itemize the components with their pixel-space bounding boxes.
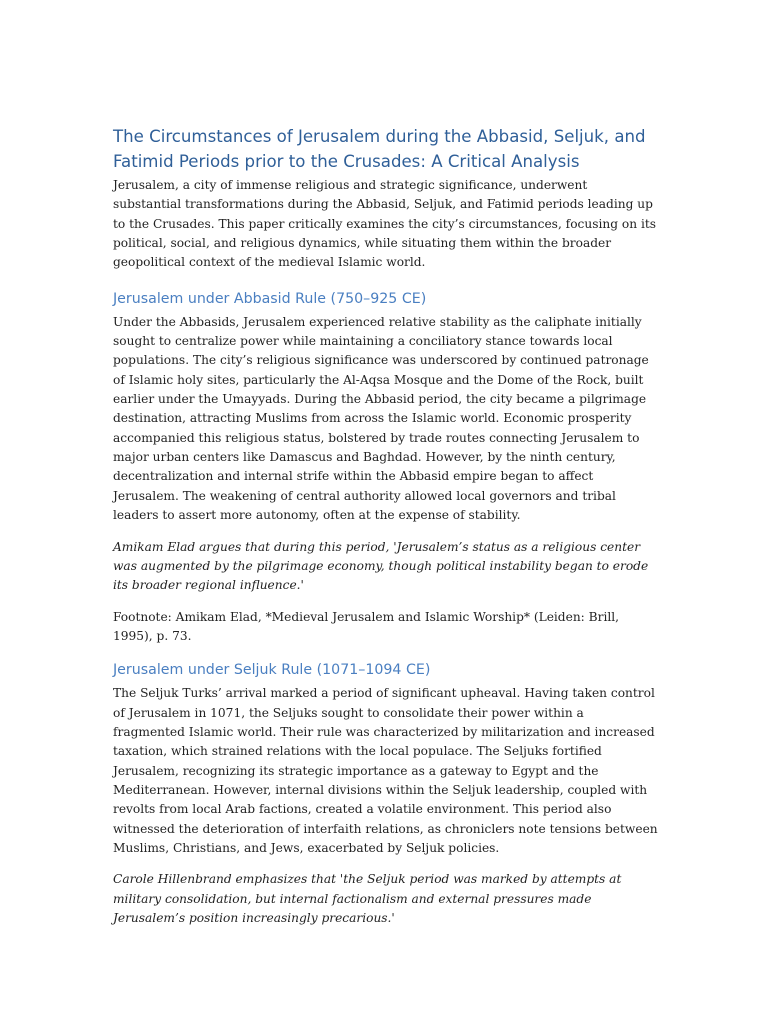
seljuk-section-heading: Jerusalem under Seljuk Rule (1071–1094 CE)	[113, 662, 431, 679]
seljuk-paragraph: The Seljuk Turks’ arrival marked a period of significant upheaval. Having taken control of Jerusalem in 1071, the Seljuks sought to consolidate their power within a fragmented Islamic world. Their rule was characterized by militarization and increased taxation, which strained relations with the local populace. The Seljuks fortified Jerusalem, recognizing its strategic importance as a gateway to Egypt and the Mediterranean. However, internal divisions within the Seljuk leadership, coupled with revolts from local Arab factions, created a volatile environment. This period also witnessed the deterioration of interfaith relations, as chroniclers note tensions between Muslims, Christians, and Jews, exacerbated by Seljuk policies.	[113, 686, 658, 855]
abbasid-paragraph: Under the Abbasids, Jerusalem experienced relative stability as the caliphate initially sought to centralize power while maintaining a conciliatory stance towards local populations. The city’s religious significance was underscored by continued patronage of Islamic holy sites, particularly the Al-Aqsa Mosque and the Dome of the Rock, built earlier under the Umayyads. During the Abbasid period, the city became a pilgrimage destination, attracting Muslims from across the Islamic world. Economic prosperity accompanied this religious status, bolstered by trade routes connecting Jerusalem to major urban centers like Damascus and Baghdad. However, by the ninth century, decentralization and internal strife within the Abbasid empire began to affect Jerusalem. The weakening of central authority allowed local governors and tribal leaders to assert more autonomy, often at the expense of stability.	[113, 314, 649, 523]
document-page	[113, 124, 658, 928]
document-title: The Circumstances of Jerusalem during the Abbasid, Seljuk, and Fatimid Periods prior to the Crusades: A Critical Analysis	[113, 127, 646, 171]
intro-paragraph: Jerusalem, a city of immense religious and strategic significance, underwent substantial transformations during the Abbasid, Seljuk, and Fatimid periods leading up to the Crusades. This paper critically examines the city’s circumstances, focusing on its political, social, and religious dynamics, while situating them within the broader geopolitical context of the medieval Islamic world.	[113, 178, 656, 270]
seljuk-quote: Carole Hillenbrand emphasizes that 'the Seljuk period was marked by attempts at military consolidation, but internal factionalism and external pressures made Jerusalem’s position increasingly precarious.'	[113, 872, 622, 925]
abbasid-quote: Amikam Elad argues that during this period, 'Jerusalem’s status as a religious center was augmented by the pilgrimage economy, though political instability began to erode its broader regional influence.'	[113, 539, 649, 593]
abbasid-footnote: Footnote: Amikam Elad, *Medieval Jerusalem and Islamic Worship* (Leiden: Brill, 1995), p. 73.	[113, 609, 620, 643]
abbasid-section-heading: Jerusalem under Abbasid Rule (750–925 CE)	[113, 290, 427, 307]
